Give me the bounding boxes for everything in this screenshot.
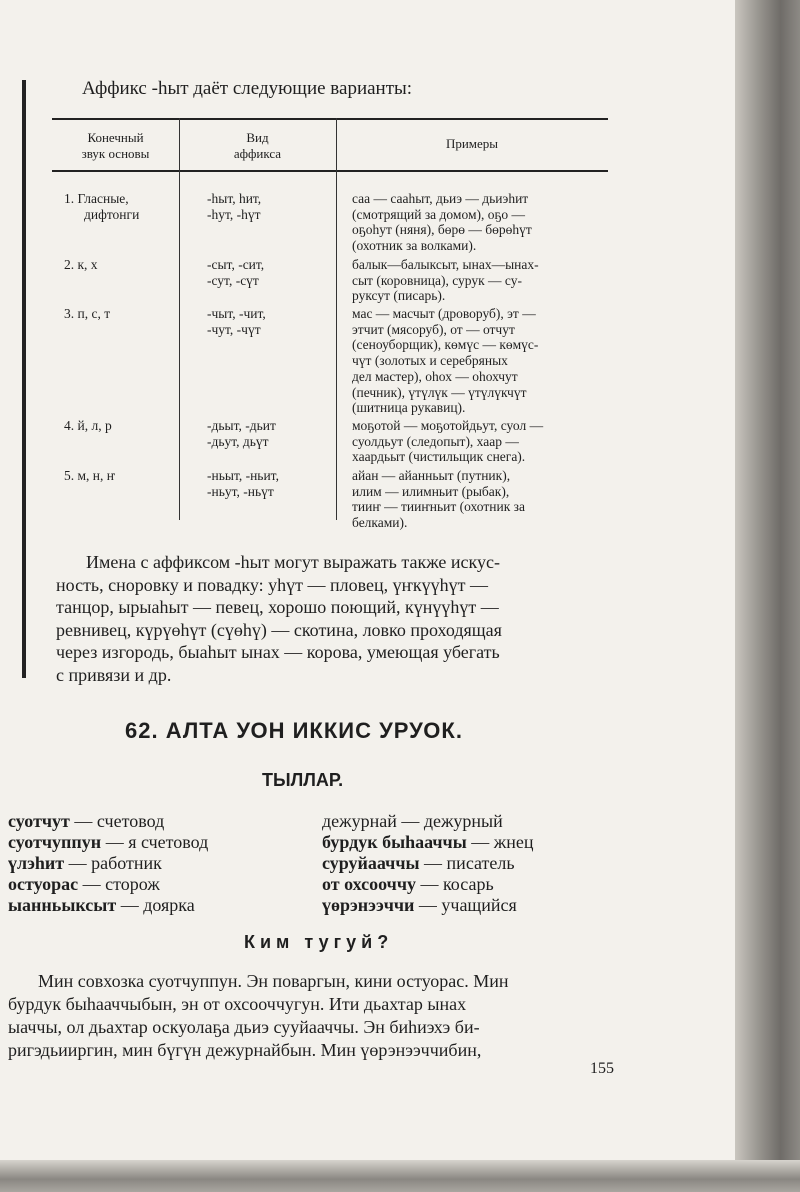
- table-row-5-examples: айан — айанньыт (путник), илим — илимньит (рыбак), тииҥ — тииҥньит (охотник за белками).: [352, 468, 525, 531]
- list-item: суруйааччы — писатель: [322, 853, 515, 873]
- page-number: 155: [590, 1060, 614, 1077]
- margin-bar: [22, 80, 26, 678]
- table-row-2-affix: -сыт, -сит, -сут, -сүт: [207, 257, 265, 288]
- words-title: ТЫЛЛАР.: [262, 770, 344, 790]
- page-bottom-edge: [0, 1160, 800, 1192]
- table-divider-2: [336, 118, 337, 520]
- table-top-rule: [52, 118, 608, 120]
- table-row-3-affix: -чыт, -чит, -чут, -чүт: [207, 306, 266, 337]
- list-item: от охсооччу — косарь: [322, 874, 494, 894]
- list-item: остуорас — сторож: [8, 874, 160, 894]
- table-row-2-sound: 2. к, х: [64, 257, 98, 272]
- header-sound: Конечный звук основы: [81, 130, 150, 161]
- table-row-2-examples: балык—балыксыт, ынах—ынах- сыт (коровница), сурук — су- руксут (писарь).: [352, 257, 539, 304]
- table-row-1-examples: саа — сааһыт, дьиэ — дьиэһит (смотрящий за домом), оҕо — оҕоһут (няня), бөрө — бөрөһүт (охотник за волками).: [352, 191, 532, 254]
- table-divider-1: [179, 118, 180, 520]
- affix-heading: Аффикс -һыт даёт следующие варианты:: [82, 78, 413, 99]
- table-row-4-sound: 4. й, л, р: [64, 418, 112, 433]
- lesson-title: 62. АЛТА УОН ИККИС УРУОК.: [125, 718, 463, 743]
- list-item: суотчут — счетовод: [8, 811, 165, 831]
- word-list-left: [8, 811, 208, 916]
- table-row-4-examples: моҕотой — моҕотойдьут, суол — суолдьут (следопыт), хаар — хаардьыт (чистильщик снега).: [352, 418, 544, 465]
- list-item: үлэһит — работник: [8, 853, 162, 873]
- word-list-right: [322, 811, 533, 916]
- list-item: үөрэнээччи — учащийся: [322, 895, 517, 915]
- table-row-3-sound: 3. п, с, т: [64, 306, 111, 321]
- affix-paragraph: Имена с аффиксом -һыт могут выражать также искус- ность, сноровку и повадку: уһүт — пловец, үҥкүүһүт — танцор, ырыаһыт — певец, хорошо поющий, күнүүһүт — ревнивец, күрүөһүт (сүөһү) — скотина, ловко проходящая через изгородь, быаһыт ынах — корова, умеющая убегать с привязи и др.: [56, 552, 502, 685]
- list-item: бурдук быһааччы — жнец: [322, 832, 534, 852]
- table-row-1-affix: -һыт, һит, -һут, -һүт: [207, 191, 262, 222]
- list-item: дежурнай — дежурный: [322, 811, 503, 831]
- table-header-rule: [52, 170, 608, 172]
- table-row-4-affix: -дьыт, -дьит -дьут, дьүт: [207, 418, 276, 449]
- table-row-3-examples: мас — масчыт (дроворуб), эт — этчит (мясоруб), от — отчут (сеноуборщик), көмүс — көмүс- чүт (золотых и серебряных дел мастер), оһох — оһохчут (печник), үтүлүк — үтүлүкчүт (шитница рукавиц).: [352, 306, 539, 416]
- header-examples: Примеры: [445, 136, 499, 151]
- table-row-5-sound: 5. м, н, ҥ: [64, 468, 116, 483]
- book-spine: [735, 0, 800, 1192]
- list-item: ыанньыксыт — доярка: [8, 895, 195, 915]
- table-row-5-affix: -ньыт, -ньит, -ньут, -ньүт: [207, 468, 279, 499]
- header-affix: Вид аффикса: [233, 130, 282, 161]
- table-row-1-sound: 1. Гласные, дифтонги: [64, 191, 140, 222]
- story-text: Мин совхозка суотчуппун. Эн поваргын, кини остуорас. Мин бурдук быһааччыбын, эн от охсооччугун. Ити дьахтар ынах ыаччы, ол дьахтар оскуолаҕа дьиэ сууйааччы. Эн биһиэхэ би- ригэдьииргин, мин бүгүн дежурнайбын. Мин үөрэнээччибин,: [8, 971, 509, 1060]
- list-item: суотчуппун — я счетовод: [8, 832, 209, 852]
- who-title: Ким тугуй?: [244, 932, 394, 952]
